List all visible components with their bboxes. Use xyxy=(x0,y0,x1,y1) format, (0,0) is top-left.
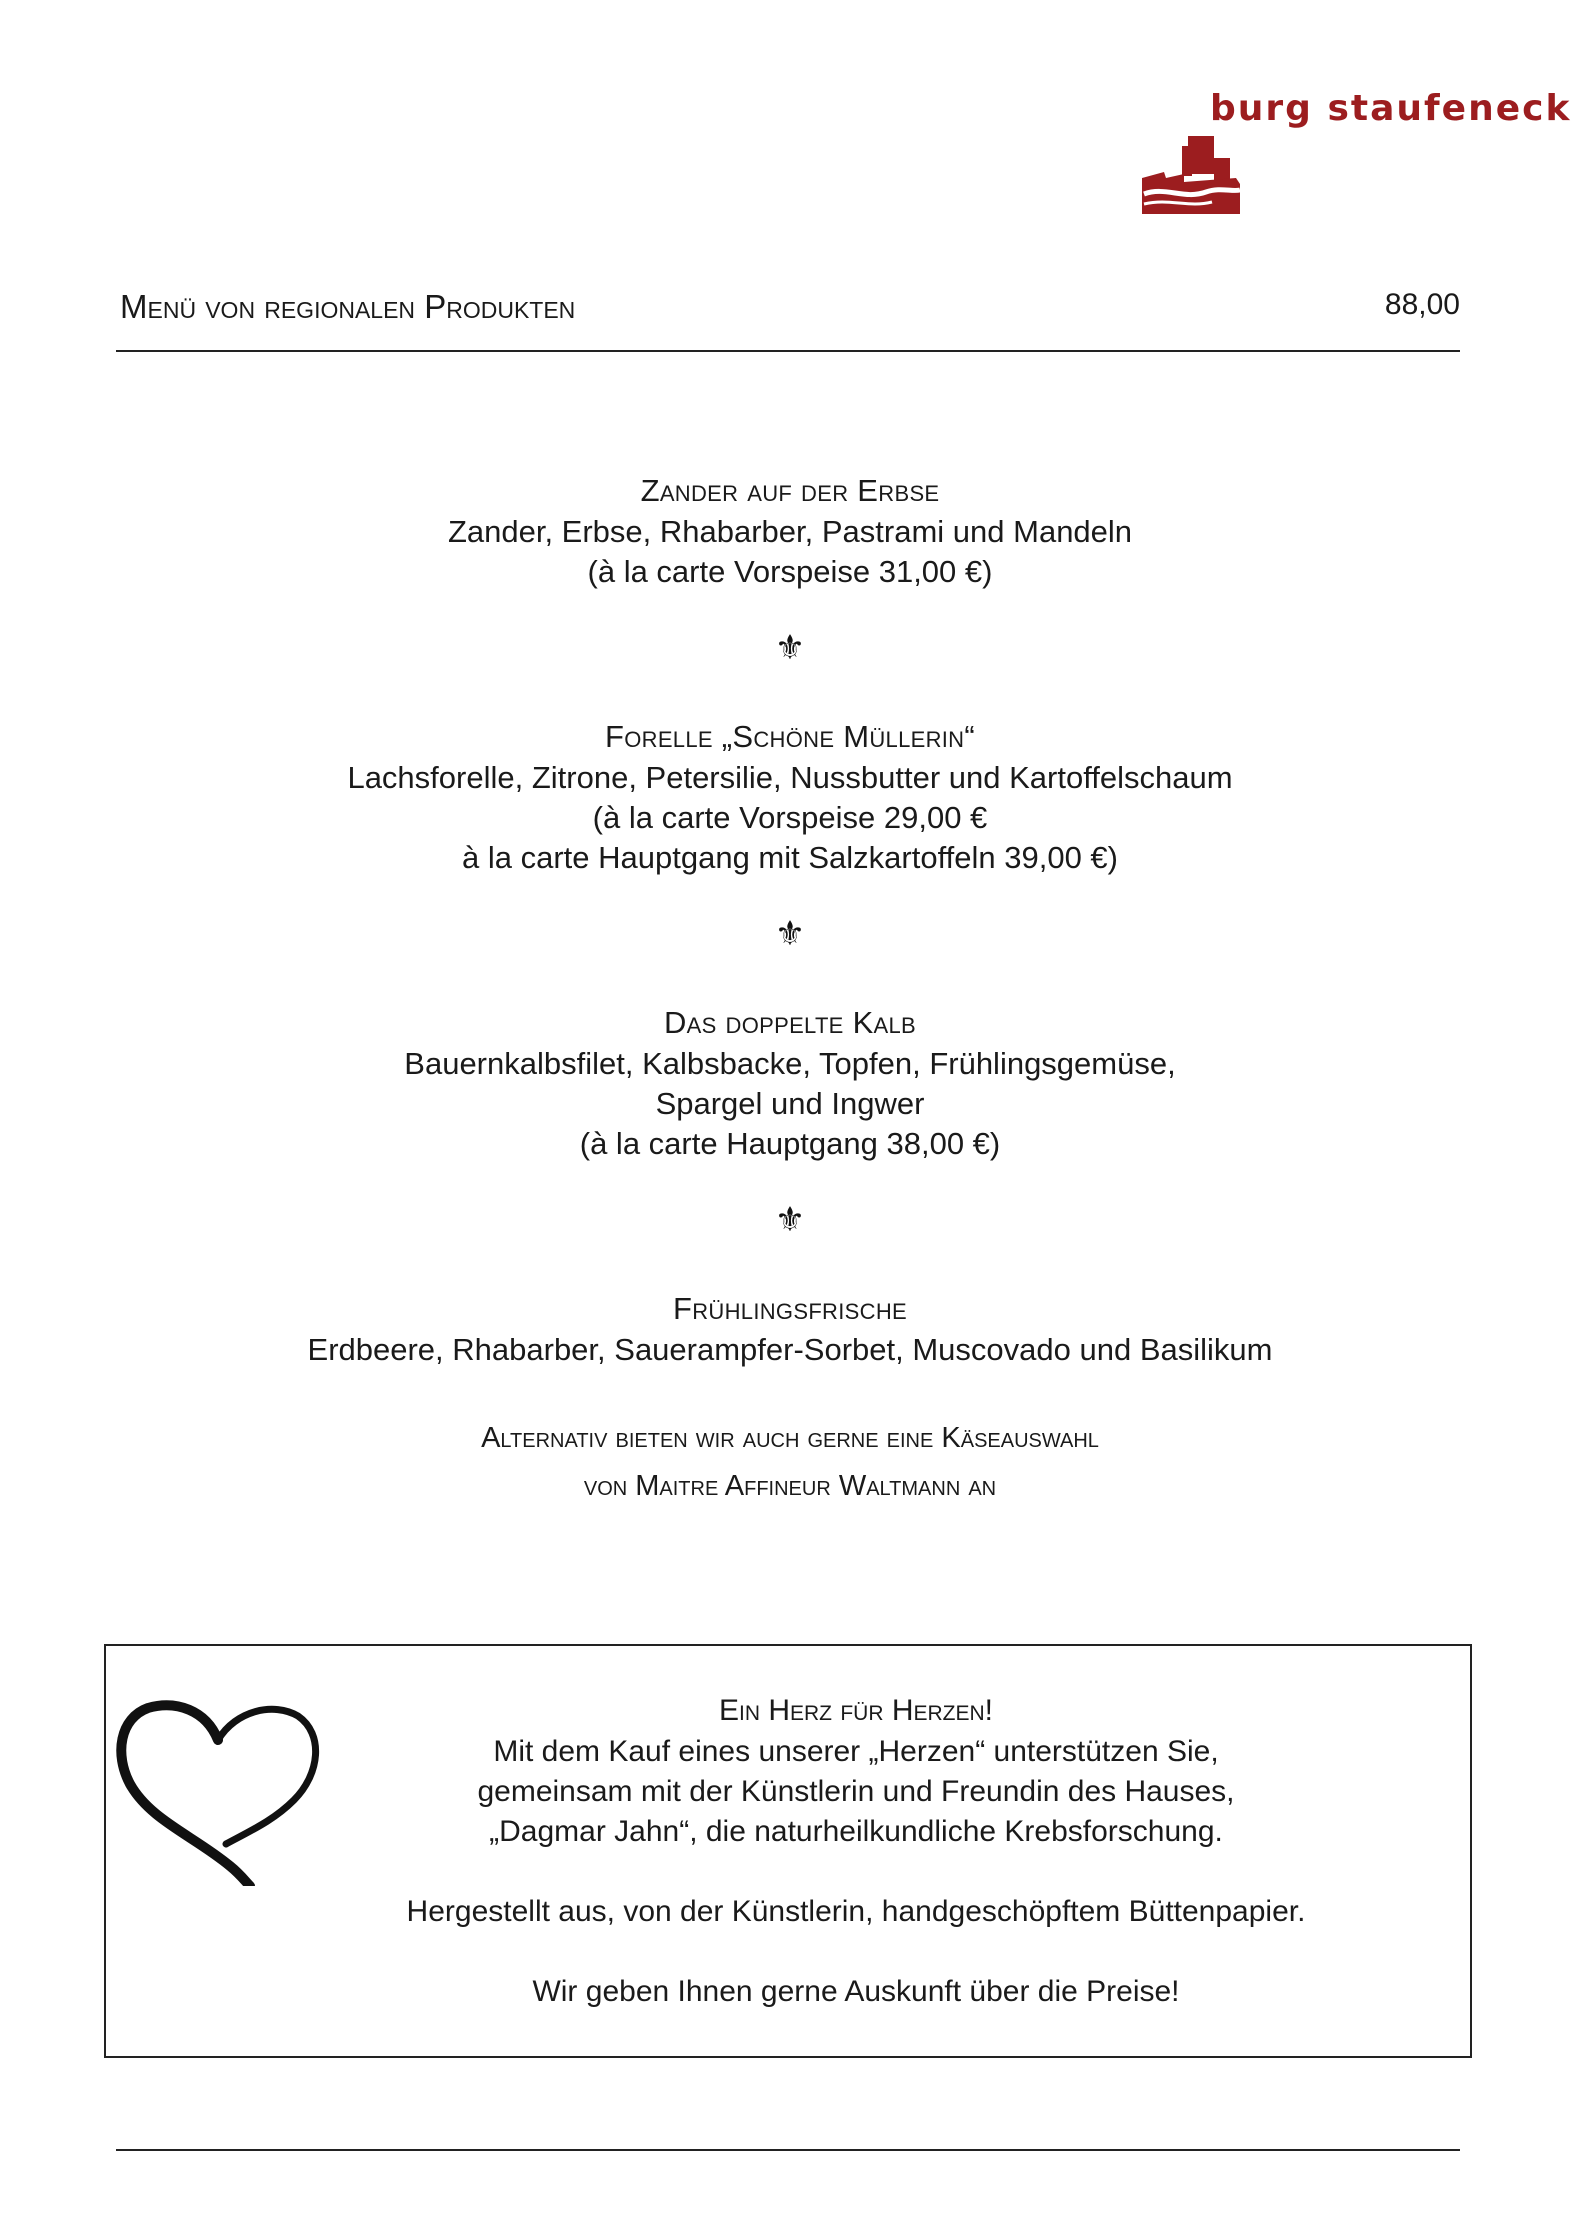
footer-divider xyxy=(116,2149,1460,2151)
course-price-note: à la carte Hauptgang mit Salzkartoffeln 39,00 €) xyxy=(462,840,1118,875)
fleur-de-lis-icon: ⚜ xyxy=(774,1201,806,1239)
course-item xyxy=(160,1002,1420,1164)
fleur-de-lis-icon: ⚜ xyxy=(774,629,806,667)
heart-box-text: gemeinsam mit der Künstlerin und Freundin des Hauses, xyxy=(477,1775,1235,1808)
alternative-line: Alternativ bieten wir auch gerne eine Käseauswahl xyxy=(481,1422,1099,1454)
course-title: Frühlingsfrische xyxy=(673,1291,907,1326)
spacer xyxy=(276,1852,1436,1892)
course-description: Bauernkalbsfilet, Kalbsbacke, Topfen, Frühlingsgemüse, xyxy=(404,1046,1176,1081)
fleur-de-lis-icon: ⚜ xyxy=(774,915,806,953)
cheese-alternative-note xyxy=(160,1414,1420,1510)
heart-box-title: Ein Herz für Herzen! xyxy=(718,1694,993,1727)
spacer xyxy=(276,1932,1436,1972)
alternative-line: von Maitre Affineur Waltmann an xyxy=(583,1470,997,1502)
course-description: Erdbeere, Rhabarber, Sauerampfer-Sorbet, Muscovado und Basilikum xyxy=(307,1332,1273,1367)
course-description: Lachsforelle, Zitrone, Petersilie, Nussbutter und Kartoffelschaum xyxy=(347,760,1233,795)
castle-logo-icon xyxy=(1136,128,1246,218)
course-item xyxy=(160,1288,1420,1370)
course-description: Zander, Erbse, Rhabarber, Pastrami und Mandeln xyxy=(447,514,1133,549)
course-price-note: (à la carte Vorspeise 29,00 € xyxy=(592,800,988,835)
course-price-note: (à la carte Hauptgang 38,00 €) xyxy=(579,1126,1001,1161)
course-description: Spargel und Ingwer xyxy=(655,1086,925,1121)
course-title: Forelle „Schöne Müllerin“ xyxy=(605,719,975,754)
menu-header xyxy=(120,288,1460,328)
logo xyxy=(1100,88,1571,228)
course-item xyxy=(160,716,1420,878)
header-divider xyxy=(116,350,1460,352)
heart-box-text: Wir geben Ihnen gerne Auskunft über die Preise! xyxy=(532,1975,1180,2008)
course-item xyxy=(160,470,1420,592)
heart-info-box xyxy=(104,1644,1472,2058)
course-price-note: (à la carte Vorspeise 31,00 €) xyxy=(587,554,993,589)
course-list xyxy=(160,470,1420,1510)
heart-box-text: Hergestellt aus, von der Künstlerin, handgeschöpftem Büttenpapier. xyxy=(406,1895,1306,1928)
heart-box-text: Mit dem Kauf eines unserer „Herzen“ unterstützen Sie, xyxy=(493,1735,1219,1768)
menu-title: Menü von regionalen Produkten xyxy=(120,288,576,325)
course-title: Zander auf der Erbse xyxy=(640,473,940,508)
course-title: Das doppelte Kalb xyxy=(663,1005,917,1040)
heart-box-content xyxy=(276,1690,1436,2012)
logo-text: burg staufeneck xyxy=(1210,88,1571,129)
menu-price: 88,00 xyxy=(1384,288,1460,321)
heart-box-text: „Dagmar Jahn“, die naturheilkundliche Krebsforschung. xyxy=(489,1815,1223,1848)
